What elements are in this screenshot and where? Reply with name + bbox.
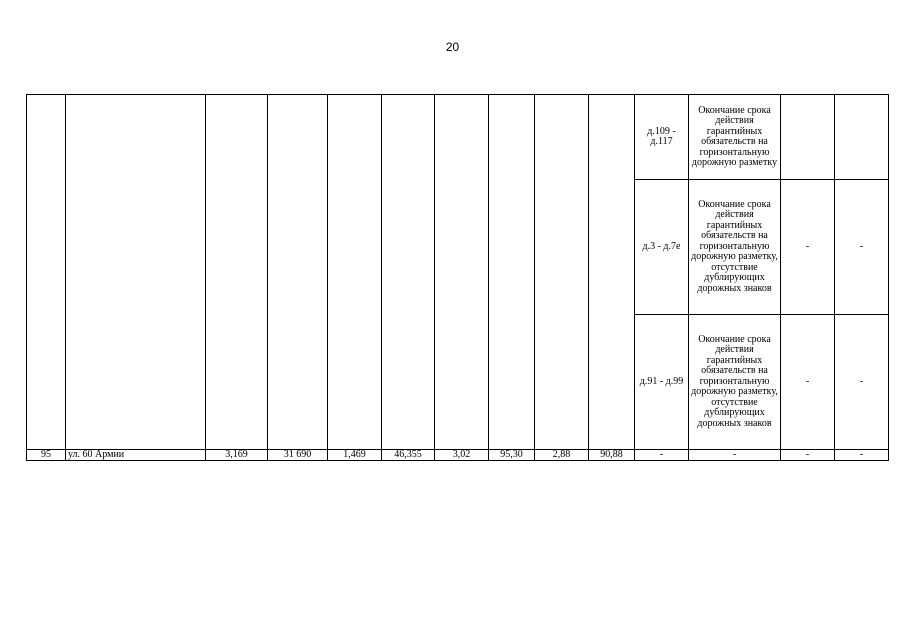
page-number: 20 [445, 40, 460, 54]
cell-col7-cont [435, 95, 489, 450]
cell-col12: - [689, 450, 781, 461]
cell-num-cont [27, 95, 66, 450]
cell-segment: д.109 - д.117 [635, 95, 689, 180]
cell-col9: 2,88 [535, 450, 589, 461]
cell-col13: - [781, 450, 835, 461]
cell-col4: 31 690 [268, 450, 328, 461]
cell-reason: Окончание срока действия гарантийных обязательств на горизонтальную дорожную разметку [689, 95, 781, 180]
cell-segment: д.91 - д.99 [635, 315, 689, 450]
cell-col5: 1,469 [328, 450, 382, 461]
cell-col6: 46,355 [382, 450, 435, 461]
cell-col16 [835, 95, 889, 180]
cell-col15: - [781, 180, 835, 315]
cell-col16: - [835, 180, 889, 315]
cell-street-cont [66, 95, 206, 450]
cell-col3-cont [206, 95, 268, 450]
cell-col15: - [781, 315, 835, 450]
cell-col15 [781, 95, 835, 180]
cell-num: 95 [27, 450, 66, 461]
cell-col3: 3,169 [206, 450, 268, 461]
cell-segment: д.3 - д.7е [635, 180, 689, 315]
cell-col10-cont [589, 95, 635, 450]
cell-col9-cont [535, 95, 589, 450]
cell-street: ул. 60 Армии [66, 450, 206, 461]
road-table [26, 94, 889, 461]
cell-reason: Окончание срока действия гарантийных обязательств на горизонтальную дорожную разметку, отсутствие дублирующих дорожных знаков [689, 315, 781, 450]
cell-col10: 90,88 [589, 450, 635, 461]
table-row [27, 450, 889, 461]
cell-col6-cont [382, 95, 435, 450]
cell-col7: 3,02 [435, 450, 489, 461]
table-row [27, 95, 889, 180]
cell-col5-cont [328, 95, 382, 450]
cell-col16: - [835, 315, 889, 450]
cell-reason: Окончание срока действия гарантийных обязательств на горизонтальную дорожную разметку, отсутствие дублирующих дорожных знаков [689, 180, 781, 315]
cell-col8: 95,30 [489, 450, 535, 461]
cell-col14: - [835, 450, 889, 461]
cell-col4-cont [268, 95, 328, 450]
cell-col11: - [635, 450, 689, 461]
cell-col8-cont [489, 95, 535, 450]
